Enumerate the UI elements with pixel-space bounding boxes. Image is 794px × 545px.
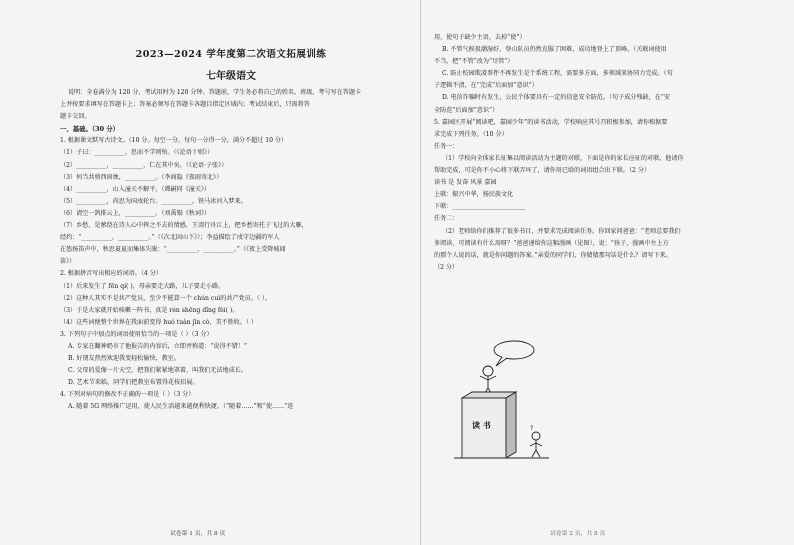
svg-text:?: ? (530, 425, 534, 432)
question-line: （1）后来发生了 fēn qí( )，母亲要走大路，儿子要走小路。 (60, 282, 225, 290)
question-4-heading: 4. 下列对病句的修改不正确的一项是（ ）（3 分） (60, 391, 195, 399)
exam-subtitle: 七年级语文 (206, 71, 256, 82)
instructions-line: 说明：全卷满分为 120 分，考试用时为 120 分钟。答题前，学生务必将自己的姓名、班级、考号写在答题卡 (68, 89, 362, 96)
page-footer: 试卷第 1 页，共 8 页 (170, 531, 226, 537)
task-line: （2 分） (434, 263, 459, 271)
question-5-heading: 5. 嘉园区开展“阅读吧，嘉园少年”的读书活动，学校响应其号召积极参加，请你根据要 (434, 118, 668, 126)
task-2-title: 任务二： (434, 215, 459, 223)
question-line: （4）__________，山入潼关不解平。（谭嗣同《潼关》） (60, 185, 211, 193)
question-line: （5）__________，尚思为国戍轮台。__________，铁马冰河入梦来。 (60, 197, 247, 205)
question-line: （6）请空一鸽排云上，__________。（刘禹锡《秋词》） (60, 209, 211, 217)
task-line: （2）老师给你们推荐了很多书目，并要求完成阅读任务。你回家问爸爸：“老师总要我们 (442, 227, 681, 235)
cartoon-figure (444, 338, 554, 472)
instructions-line: 题卡交回。 (60, 113, 91, 121)
question-1-heading: 1. 根据课文默写古诗文。（10 分。每空一分，每句一分得一分，满分不超过 10 分） (60, 137, 288, 145)
right-page (420, 0, 794, 545)
option-line: D. 电信诈骗时有发生，公民个体要具有一定的信息安全防范。（句子成分残缺，在“安 (442, 94, 670, 102)
question-line: （2）这种人其实不是共产党员，至少不能算一个 chún cuì的共产党员。（ ）。 (60, 294, 271, 302)
text-line: 全防范”后面加“意识”） (434, 106, 499, 114)
instructions-line: 上并按要求填写在答题卡上；答案必须写在答题卡各题目指定区域内；考试结束后，只需将答 (60, 101, 310, 109)
option-line: B. 好朋友热烈欢迎我变轻松愉快，教室。 (68, 355, 180, 363)
task-line: （1）学校向全体家长征集以阅读活动为主题的对联，下面是你的家长应征的对联，他请你 (442, 154, 684, 162)
question-line: 经约：“__________，__________。”（《次北固山下》）；李益描绘了戍守边疆的军人 (60, 234, 280, 242)
question-line: 笛》） (60, 258, 76, 266)
option-line: A. 专家在翻神奶市了他报告的内容后，立即并称道：“说得不错！” (68, 342, 248, 350)
question-line: 在悠扬笛声中，秋思夏夏而集体失眠：“__________，__________。”（《夜上受降城闻 (60, 246, 286, 254)
section-heading: 一、基础。（30 分） (60, 125, 120, 134)
option-line: A. 随着 5G 网络推广运用，使人民生活越来越便利快捷。（“随着……”和“使……”连 (68, 403, 294, 411)
question-line: （3）何当共剪西窗烛，__________。（李商隐《夜雨寄北》） (60, 173, 223, 181)
task-line: 的那个人说的话，就是你问题的答案。”亲爱的同学们，你猜猜那句话是什么？请写下来。 (434, 251, 672, 259)
question-2-heading: 2. 根据拼音写出相应的词语。（4 分） (60, 270, 162, 278)
question-3-heading: 3. 下列句子中加点的词语使用恰当的一项是（ ）（3 分） (60, 330, 213, 338)
upper-couplet: 上联：振兴中华，扬民族文化 (434, 191, 514, 199)
option-line: D. 艺术节来临，同学们把教室布置得花枝招展。 (68, 379, 199, 387)
cartoon-book-label: 读 书 (472, 421, 491, 430)
text-line: 求完成下列任务。（10 分） (434, 130, 508, 138)
question-line: （1）子曰：__________，思而不学则殆。（《论语十则》） (60, 149, 214, 157)
page-footer: 试卷第 2 页，共 8 页 (550, 531, 606, 537)
text-line: 子逻辑不清，在“完成”后面加“意识”） (434, 82, 538, 90)
exam-title: 2023—2024 学年度第二次语文拓展训练 (135, 49, 327, 60)
option-line: C. 父母的爱像一片天空，把我们紧紧地罩着，叫我们无法地成长。 (68, 367, 247, 375)
task-1-title: 任务一： (434, 142, 459, 150)
question-line: （7）乡愁，是萦绕在诗人心中挥之不去的情感，王湾行舟江上，把乡愁寄托于飞过的大雁， (60, 222, 308, 230)
word-list: 读书 是 发奋 风景 嘉园 (434, 179, 497, 187)
cartoon-illustration (444, 338, 554, 468)
option-line: B. 不管气候很潮湿好，登山队员仍然克服了困难，成功地登上了顶峰。（关联词使用 (442, 46, 667, 54)
question-line: （4）这些词便整个世界在我面前变得 huó tuàn jīn cò，美不胜收。（ ） (60, 318, 258, 326)
text-line: 用，使句子缺少主语，去掉“使”） (434, 34, 526, 41)
question-line: （3）于是大家就开始咳嗽一阵书，真是 rén shēng dǐng fèi( )。 (60, 306, 239, 314)
lower-couplet: 下联：________________________ (434, 203, 526, 211)
task-line: 帮助完成，可是你不小心将下联弄坏了，请你用已给的词语组合出下联。（2 分） (434, 167, 651, 175)
question-line: （2）__________，__________，仁在其中矣。（《论语·子张》） (60, 161, 228, 169)
option-line: C. 防止校园欺凌事件不再发生是个系统工程，需要多方面，多领域来协同力完成。（句 (442, 70, 673, 78)
text-line: 不当，把“不管”改为“尽管”） (434, 58, 514, 66)
task-line: 多阅读，可阅读有什么用呀？”爸爸递给你这幅漫画（见图），说：“孩子，漫画中左上方 (434, 239, 669, 247)
